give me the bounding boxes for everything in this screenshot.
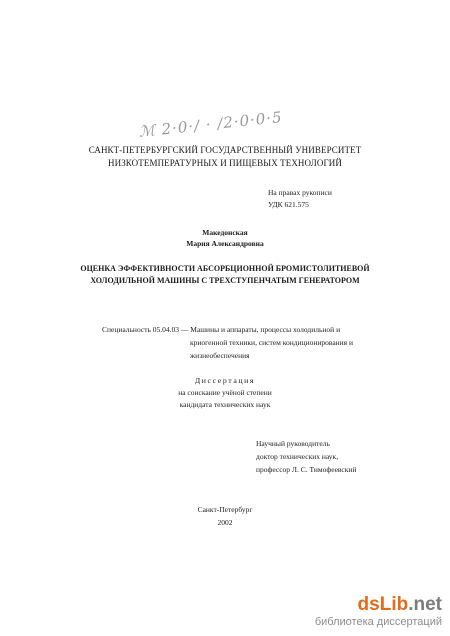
author-surname: Македонская	[202, 228, 248, 237]
supervisor-degree: доктор технических наук,	[256, 452, 339, 461]
supervisor-name: профессор Л. С. Тимофеевский	[256, 465, 357, 474]
year: 2002	[217, 518, 233, 527]
watermark-logo[interactable]	[315, 595, 442, 628]
specialty-line-3: жизнеобеспечения	[190, 351, 250, 360]
specialty-line-2: криогенной техники, систем кондиционирования и	[190, 338, 354, 347]
institution-line-2: НИЗКОТЕМПЕРАТУРНЫХ И ПИЩЕВЫХ ТЕХНОЛОГИЙ	[108, 158, 342, 168]
watermark-logo-part1: dsLib	[357, 594, 409, 615]
document-type-label: Диссертация	[194, 376, 256, 385]
city: Санкт-Петербург	[197, 505, 253, 514]
watermark-subtitle: библиотека диссертаций	[314, 616, 442, 628]
handwritten-mark-icon: ℳ 2·0·/ · /2·0·0·5	[138, 107, 284, 141]
institution-line-1: САНКТ-ПЕТЕРБУРГСКИЙ ГОСУДАРСТВЕННЫЙ УНИВЕРСИТЕТ	[88, 145, 362, 155]
thesis-title-line-1: ОЦЕНКА ЭФФЕКТИВНОСТИ АБСОРБЦИОННОЙ БРОМИСТОЛИТИЕВОЙ	[80, 264, 370, 273]
manuscript-note: На правах рукописи	[268, 188, 332, 197]
watermark-logo-part2: .net	[408, 594, 442, 615]
degree-name: кандидата технических наук	[179, 400, 271, 409]
author-name: Мария Александровна	[186, 239, 264, 248]
specialty-line-1: Специальность 05.04.03 — Машины и аппараты, процессы холодильной и	[102, 325, 341, 334]
thesis-title-line-2: ХОЛОДИЛЬНОЙ МАШИНЫ С ТРЕХСТУПЕНЧАТЫМ ГЕНЕРАТОРОМ	[90, 276, 360, 285]
supervisor-role: Научный руководитель	[256, 439, 330, 448]
degree-purpose: на соискание учёной степени	[178, 388, 272, 397]
udk-code: УДК 621.575	[268, 200, 309, 209]
